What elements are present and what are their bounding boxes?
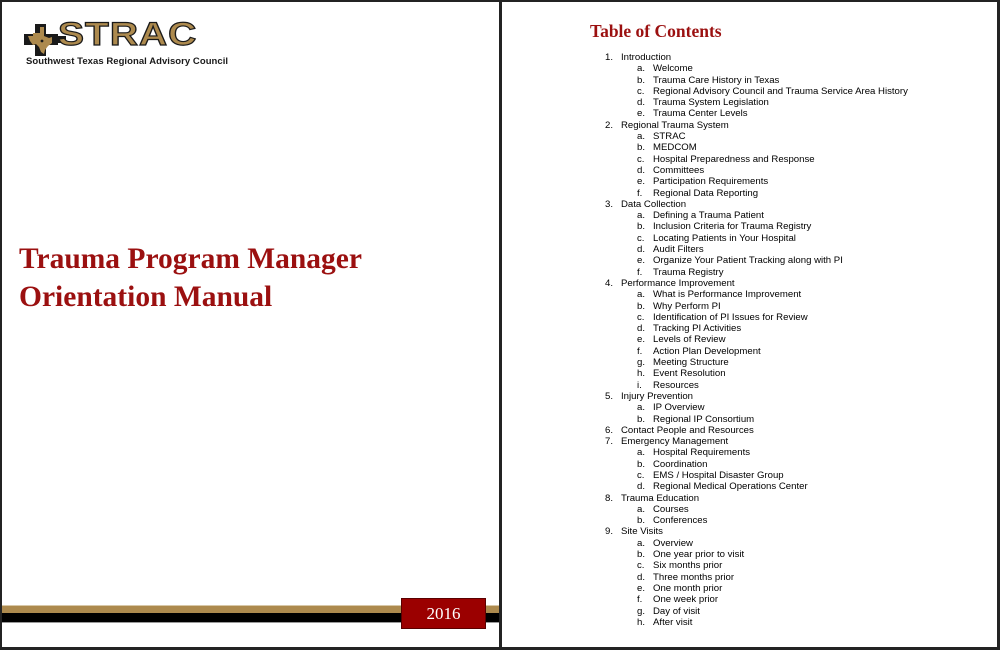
toc-subitem-label: Regional Data Reporting <box>653 187 759 199</box>
toc-subitem-letter: e. <box>637 334 646 346</box>
toc-subitem-letter: c. <box>637 85 645 97</box>
toc-subitem[interactable] <box>502 233 997 244</box>
toc-subitem-letter: h. <box>637 368 646 380</box>
toc-section-label: Contact People and Resources <box>621 424 754 436</box>
toc-subitem[interactable] <box>502 255 997 266</box>
cover-page <box>2 2 499 647</box>
toc-section[interactable] <box>502 425 997 436</box>
toc-subitem-label: Organize Your Patient Tracking along with PI <box>653 255 843 267</box>
toc-subitem-letter: h. <box>637 616 646 628</box>
toc-subitem[interactable] <box>502 210 997 221</box>
toc-subitem[interactable] <box>502 560 997 571</box>
toc-subitem-letter: c. <box>637 469 645 481</box>
toc-subitem-letter: d. <box>637 97 646 109</box>
toc-subitem-label: Why Perform PI <box>653 300 721 312</box>
toc-subitem[interactable] <box>502 459 997 470</box>
toc-subitem-label: Trauma Center Levels <box>653 108 748 120</box>
toc-subitem-label: EMS / Hospital Disaster Group <box>653 469 784 481</box>
title-line-2: Orientation Manual <box>19 281 273 313</box>
toc-subitem[interactable] <box>502 504 997 515</box>
strac-logo <box>22 17 237 67</box>
toc-subitem-label: After visit <box>653 616 693 628</box>
toc-subitem-letter: c. <box>637 311 645 323</box>
toc-subitem-label: Hospital Requirements <box>653 447 751 459</box>
toc-section-label: Introduction <box>621 52 672 63</box>
toc-subitem-label: Trauma Care History in Texas <box>653 74 780 86</box>
toc-subitem[interactable] <box>502 301 997 312</box>
toc-section-label: Injury Prevention <box>621 390 693 402</box>
toc-subitem-letter: b. <box>637 549 646 561</box>
toc-section-number: 1. <box>605 52 614 63</box>
toc-subitem-label: Conferences <box>653 515 708 527</box>
toc-subitem-label: Meeting Structure <box>653 357 729 369</box>
toc-subitem[interactable] <box>502 63 997 74</box>
toc-subitem-letter: c. <box>637 232 645 244</box>
toc-subitem-letter: a. <box>637 131 646 143</box>
toc-subitem[interactable] <box>502 617 997 628</box>
toc-subitem-letter: b. <box>637 515 646 527</box>
toc-section-number: 8. <box>605 492 614 504</box>
toc-subitem-label: One month prior <box>653 582 723 594</box>
toc-subitem[interactable] <box>502 515 997 526</box>
toc-subitem-label: Resources <box>653 379 699 391</box>
toc-subitem-letter: a. <box>637 289 646 301</box>
toc-subitem-label: Trauma Registry <box>653 266 724 278</box>
toc-list <box>502 52 997 628</box>
toc-subitem-label: One week prior <box>653 594 719 606</box>
toc-subitem-label: Regional Medical Operations Center <box>653 481 808 493</box>
toc-subitem[interactable] <box>502 97 997 108</box>
toc-subitem-letter: a. <box>637 210 646 222</box>
toc-subitem-letter: g. <box>637 605 646 617</box>
toc-section[interactable] <box>502 52 997 63</box>
toc-subitem-label: Audit Filters <box>653 244 704 256</box>
toc-subitem-letter: a. <box>637 503 646 515</box>
toc-subitem-letter: b. <box>637 413 646 425</box>
toc-subitem-label: One year prior to visit <box>653 549 745 561</box>
toc-subitem[interactable] <box>502 572 997 583</box>
toc-subitem[interactable] <box>502 323 997 334</box>
toc-subitem[interactable] <box>502 538 997 549</box>
toc-section[interactable] <box>502 278 997 289</box>
toc-subitem[interactable] <box>502 481 997 492</box>
toc-section-number: 6. <box>605 424 614 436</box>
toc-subitem-letter: d. <box>637 323 646 335</box>
toc-subitem-letter: e. <box>637 255 646 267</box>
title-line-1: Trauma Program Manager <box>19 243 362 275</box>
toc-subitem-label: IP Overview <box>653 402 705 414</box>
toc-subitem[interactable] <box>502 380 997 391</box>
toc-subitem-letter: e. <box>637 176 646 188</box>
toc-subitem-label: Action Plan Development <box>653 345 761 357</box>
toc-subitem-letter: a. <box>637 537 646 549</box>
toc-subitem-letter: b. <box>637 142 646 154</box>
toc-subitem-label: Regional IP Consortium <box>653 413 755 425</box>
toc-subitem[interactable] <box>502 131 997 142</box>
toc-subitem-label: Regional Advisory Council and Trauma Service Area History <box>653 85 908 97</box>
toc-subitem-label: Committees <box>653 164 705 176</box>
toc-subitem-label: Six months prior <box>653 560 723 572</box>
toc-section-label: Regional Trauma System <box>621 119 729 131</box>
toc-subitem-letter: f. <box>637 594 643 606</box>
toc-subitem-label: Participation Requirements <box>653 176 769 188</box>
toc-subitem-letter: f. <box>637 345 643 357</box>
toc-subitem[interactable] <box>502 289 997 300</box>
toc-section[interactable] <box>502 493 997 504</box>
toc-subitem-label: Identification of PI Issues for Review <box>653 311 808 323</box>
toc-subitem-label: Locating Patients in Your Hospital <box>653 232 796 244</box>
toc-subitem-letter: e. <box>637 108 646 120</box>
logo-subtitle: Southwest Texas Regional Advisory Council <box>26 56 229 67</box>
toc-subitem-label: Tracking PI Activities <box>653 323 742 335</box>
toc-subitem-label: Trauma System Legislation <box>653 97 769 109</box>
toc-subitem[interactable] <box>502 402 997 413</box>
toc-subitem-label: Day of visit <box>653 605 700 617</box>
toc-subitem[interactable] <box>502 357 997 368</box>
toc-subitem-letter: d. <box>637 164 646 176</box>
toc-subitem-label: Hospital Preparedness and Response <box>653 153 815 165</box>
toc-page <box>502 2 997 647</box>
toc-subitem[interactable] <box>502 188 997 199</box>
toc-subitem-label: Levels of Review <box>653 334 726 346</box>
toc-subitem-letter: b. <box>637 221 646 233</box>
toc-subitem-letter: g. <box>637 357 646 369</box>
toc-section[interactable] <box>502 526 997 537</box>
manual-title <box>19 240 362 316</box>
toc-subitem[interactable] <box>502 583 997 594</box>
toc-subitem[interactable] <box>502 549 997 560</box>
toc-section[interactable] <box>502 391 997 402</box>
toc-subitem[interactable] <box>502 470 997 481</box>
toc-subitem[interactable] <box>502 368 997 379</box>
toc-subitem[interactable] <box>502 447 997 458</box>
toc-subitem-letter: e. <box>637 582 646 594</box>
toc-section-label: Data Collection <box>621 198 687 210</box>
toc-subitem-label: Welcome <box>653 63 693 75</box>
toc-subitem-label: MEDCOM <box>653 142 697 154</box>
toc-subitem-label: Inclusion Criteria for Trauma Registry <box>653 221 812 233</box>
toc-section[interactable] <box>502 120 997 131</box>
toc-subitem-letter: b. <box>637 300 646 312</box>
toc-subitem-letter: d. <box>637 571 646 583</box>
toc-section[interactable] <box>502 199 997 210</box>
toc-section-number: 7. <box>605 436 614 448</box>
toc-subitem[interactable] <box>502 154 997 165</box>
toc-subitem[interactable] <box>502 334 997 345</box>
toc-subitem-letter: a. <box>637 63 646 75</box>
toc-subitem-letter: a. <box>637 447 646 459</box>
toc-subitem[interactable] <box>502 414 997 425</box>
toc-section-number: 5. <box>605 390 614 402</box>
toc-subitem-label: Coordination <box>653 458 708 470</box>
toc-subitem[interactable] <box>502 142 997 153</box>
toc-section-label: Trauma Education <box>621 492 700 504</box>
toc-subitem[interactable] <box>502 606 997 617</box>
toc-subitem-label: Three months prior <box>653 571 735 583</box>
toc-title: Table of Contents <box>590 21 722 41</box>
toc-subitem[interactable] <box>502 108 997 119</box>
toc-subitem-letter: f. <box>637 187 643 199</box>
toc-subitem[interactable] <box>502 267 997 278</box>
toc-subitem-letter: d. <box>637 481 646 493</box>
toc-subitem-label: Defining a Trauma Patient <box>653 210 764 222</box>
toc-subitem[interactable] <box>502 594 997 605</box>
toc-section-label: Emergency Management <box>621 436 729 448</box>
toc-subitem-label: Courses <box>653 503 689 515</box>
toc-subitem[interactable] <box>502 165 997 176</box>
toc-section[interactable] <box>502 436 997 447</box>
toc-section-label: Performance Improvement <box>621 277 735 289</box>
toc-subitem[interactable] <box>502 244 997 255</box>
toc-subitem-letter: b. <box>637 458 646 470</box>
toc-subitem[interactable] <box>502 221 997 232</box>
toc-subitem-letter: i. <box>637 379 642 391</box>
toc-subitem-label: Overview <box>653 537 693 549</box>
toc-subitem[interactable] <box>502 312 997 323</box>
cross-texas-icon <box>24 24 58 56</box>
toc-section-number: 3. <box>605 198 614 210</box>
toc-section-label: Site Visits <box>621 526 663 538</box>
toc-subitem-letter: f. <box>637 266 643 278</box>
toc-subitem[interactable] <box>502 75 997 86</box>
logo-wordmark: STRAC <box>58 17 198 53</box>
toc-subitem[interactable] <box>502 86 997 97</box>
toc-subitem-label: STRAC <box>653 131 686 143</box>
toc-section-number: 9. <box>605 526 614 538</box>
toc-subitem-letter: c. <box>637 560 645 572</box>
year-badge: 2016 <box>401 598 486 629</box>
toc-subitem-label: Event Resolution <box>653 368 726 380</box>
toc-subitem-letter: d. <box>637 244 646 256</box>
toc-section-number: 2. <box>605 119 614 131</box>
toc-subitem-letter: c. <box>637 153 645 165</box>
toc-subitem[interactable] <box>502 176 997 187</box>
toc-subitem-letter: b. <box>637 74 646 86</box>
toc-section-number: 4. <box>605 277 614 289</box>
toc-subitem-label: What is Performance Improvement <box>653 289 802 301</box>
toc-subitem-letter: a. <box>637 402 646 414</box>
toc-subitem[interactable] <box>502 346 997 357</box>
